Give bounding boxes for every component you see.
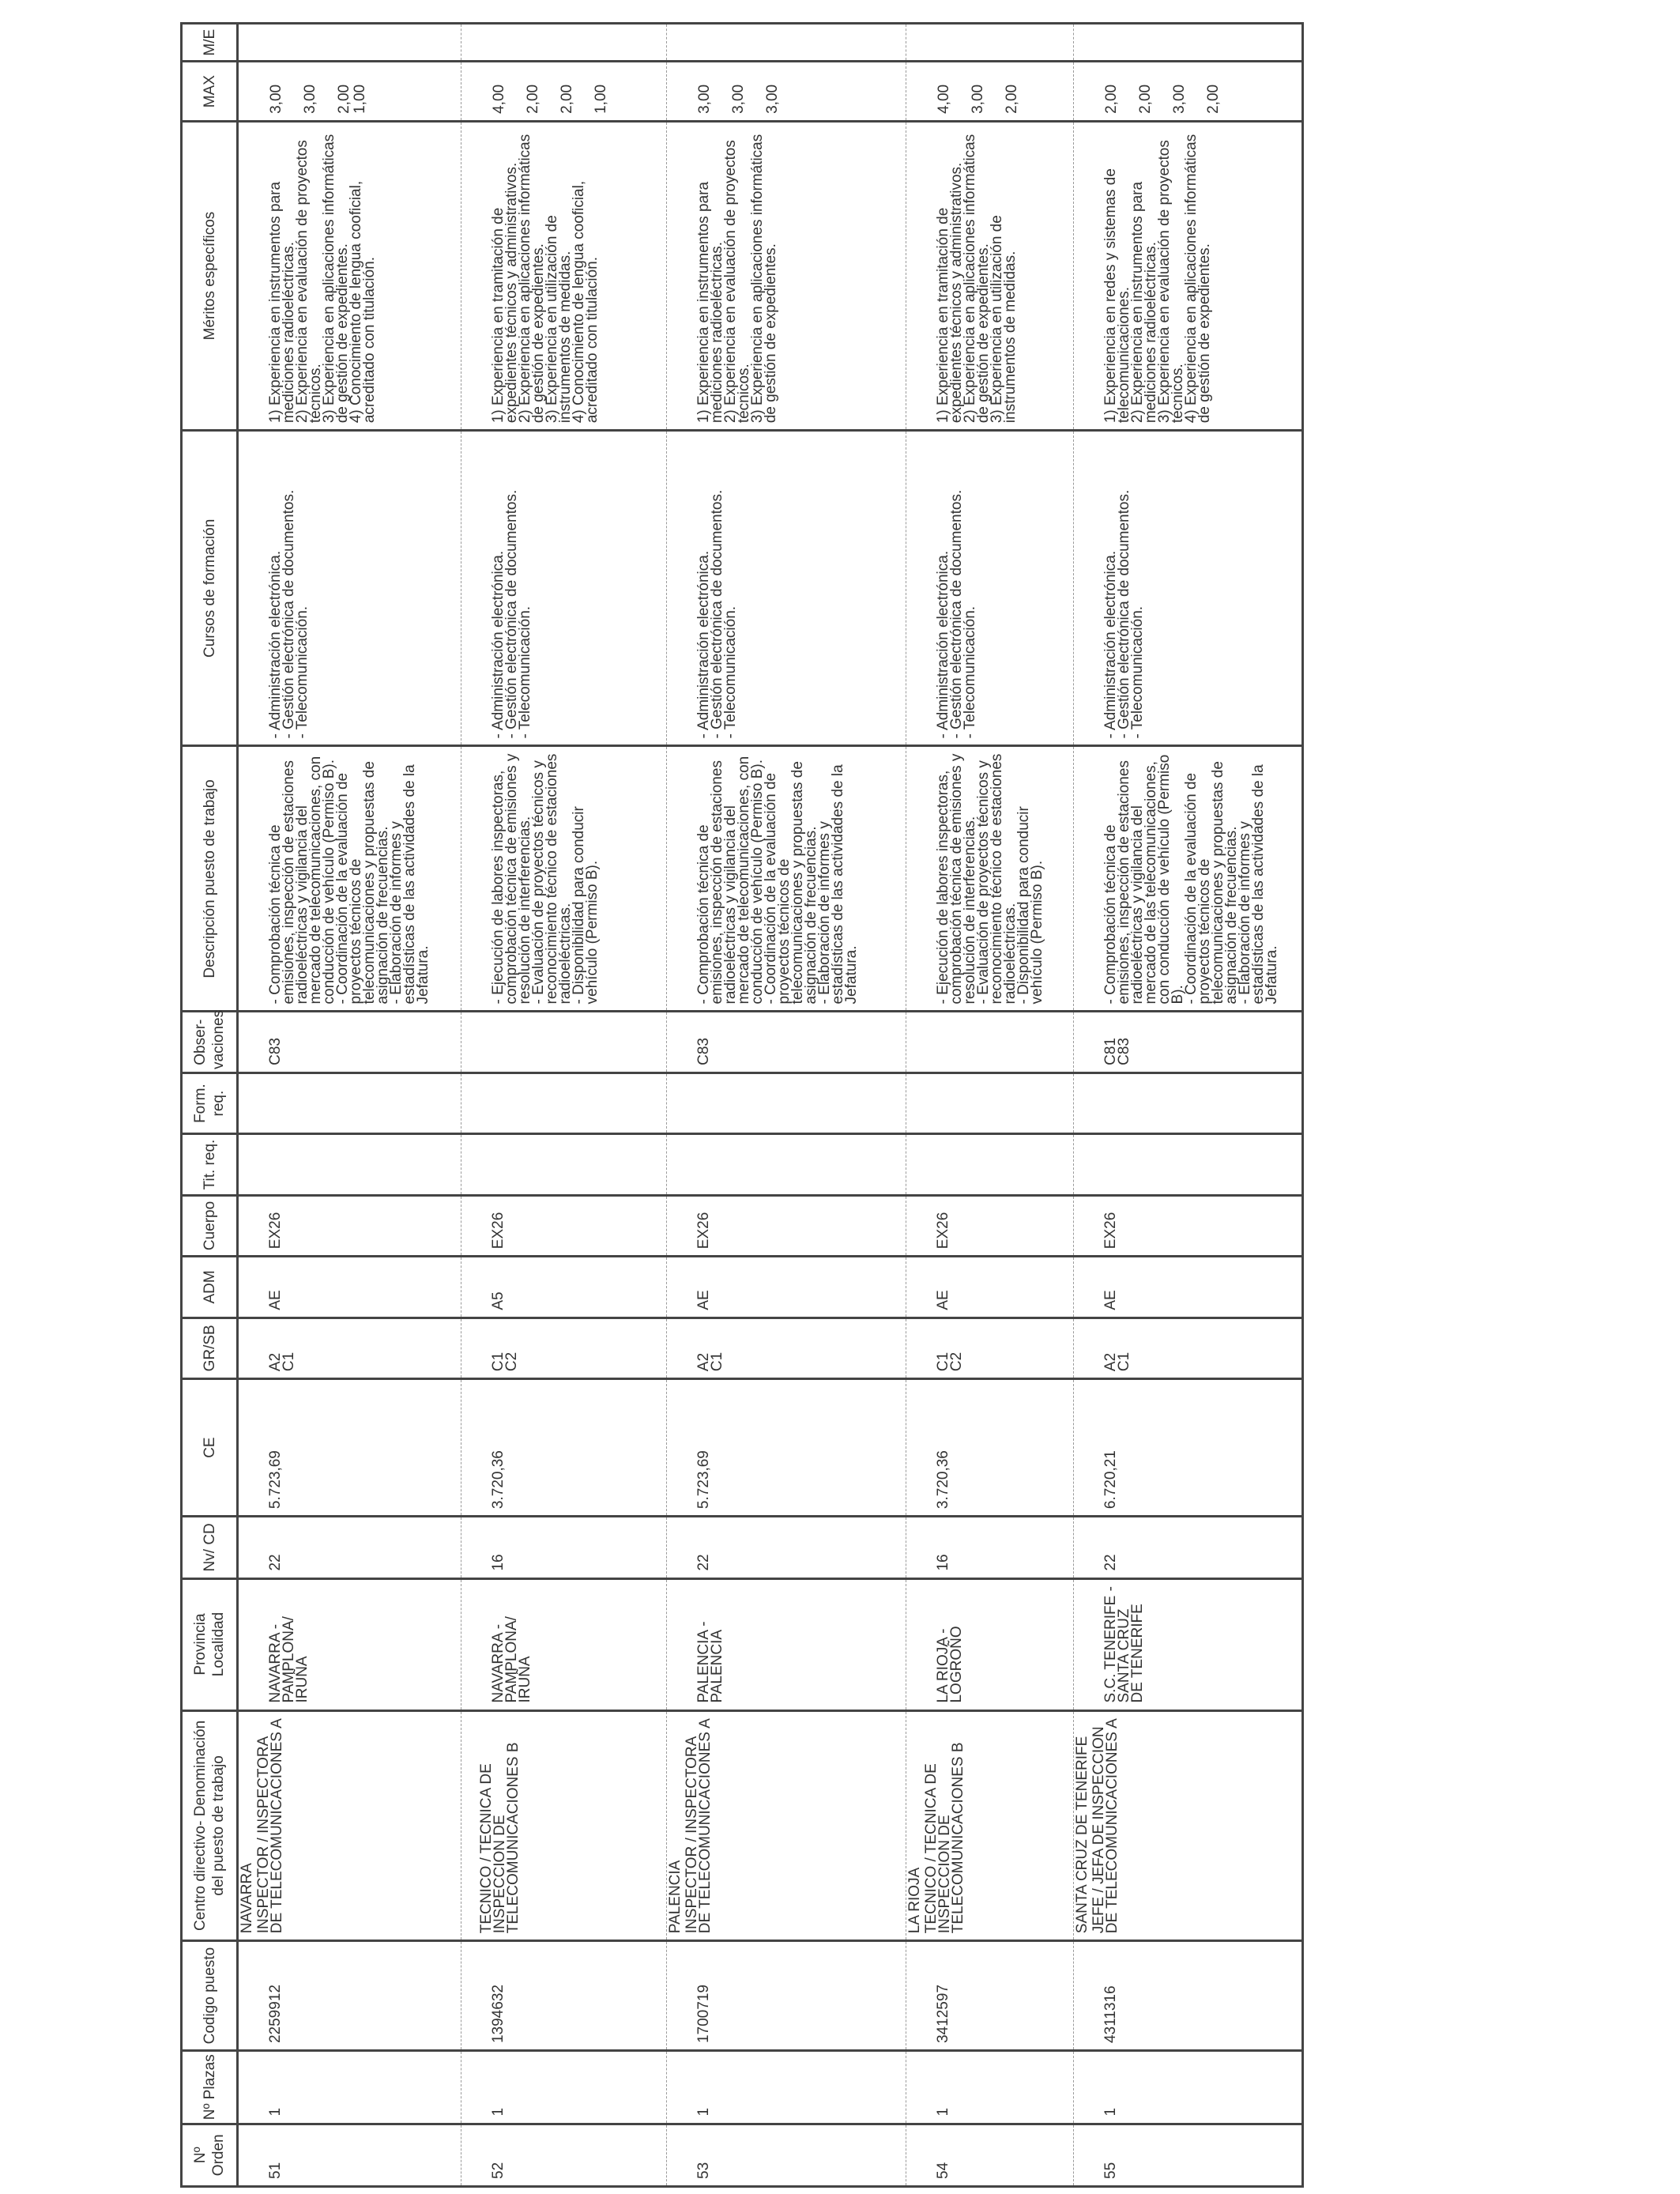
- max-gap: [1154, 69, 1172, 113]
- max-cell: [238, 62, 461, 121]
- max-value: 4,00: [491, 84, 507, 114]
- curso-item: - Administración electrónica.: [1102, 550, 1119, 739]
- tit-cell: [1074, 1134, 1303, 1195]
- orden-cell: [667, 2124, 906, 2186]
- max-gap: [575, 69, 593, 113]
- localidad-value: S.C. TENERIFE - SANTA CRUZ DE TENERIFE: [1102, 1586, 1146, 1703]
- adm-value: AE: [1102, 1290, 1119, 1310]
- denominacion-value: TECNICO / TECNICA DE INSPECCION DE TELECOMUNICACIONES B: [923, 1742, 966, 1934]
- cuerpo-cell: [906, 1195, 1074, 1256]
- plazas-cell: [1074, 2051, 1303, 2124]
- observacion-value: C83: [1116, 1038, 1132, 1065]
- denominacion-value: INSPECTOR / INSPECTORA DE TELECOMUNICACIONES A: [684, 1718, 714, 1934]
- meritos-cell: [667, 121, 906, 430]
- header-descripcion: Descripción puesto de trabajo: [182, 746, 238, 1012]
- header-max: MAX: [182, 62, 238, 121]
- header-centro: Centro directivo- Denominación del puesto de trabajo: [182, 1710, 238, 1941]
- codigo-value: 3412597: [935, 1985, 951, 2044]
- header-meritos: Méritos específicos: [182, 121, 238, 430]
- me-cell: [667, 24, 906, 62]
- nivel-value: 22: [695, 1554, 712, 1571]
- province-heading: PALENCIA: [667, 1860, 684, 1934]
- descripcion-item: - Evaluación de proyectos técnicos y reconocimiento técnico de estaciones radioeléctricas.: [530, 753, 574, 1005]
- observacion-value: C83: [267, 1038, 284, 1065]
- descripcion-item: - Elaboración de informes y estadísticas de las actividades de la Jefatura.: [1237, 764, 1280, 1005]
- table-row: [906, 24, 1074, 2187]
- cuerpo-value: EX26: [1102, 1212, 1119, 1250]
- form-cell: [1074, 1072, 1303, 1133]
- ce-value: 3.720,36: [490, 1450, 507, 1510]
- descripcion-cell: [667, 746, 906, 1012]
- header-adm: ADM: [182, 1257, 238, 1318]
- localidad-value: NAVARRA - PAMPLONA/ IRUÑA: [490, 1616, 533, 1703]
- cuerpo-value: EX26: [267, 1212, 284, 1250]
- table-row: [667, 24, 906, 2187]
- max-value: 1,00: [352, 84, 368, 114]
- max-value: 3,00: [302, 84, 318, 114]
- form-cell: [461, 1072, 667, 1133]
- descripcion-item: - Comprobación técnica de emisiones, inspección de estaciones radioeléctricas y vigilancia del mercado de telecomunicaciones, con conducción de vehículo (Permiso B).: [695, 756, 766, 1005]
- nivel-value: 22: [267, 1554, 284, 1571]
- plazas-cell: [667, 2051, 906, 2124]
- codigo-cell: [906, 1941, 1074, 2051]
- cuerpo-cell: [461, 1195, 667, 1256]
- form-cell: [667, 1072, 906, 1133]
- max-value: 2,00: [559, 84, 575, 114]
- localidad-cell: [667, 1578, 906, 1710]
- grupo-value: C1: [1116, 1351, 1132, 1372]
- max-value: 2,00: [336, 84, 352, 114]
- merito-item: 2) Experiencia en evaluación de proyectos técnicos.: [294, 140, 324, 424]
- descripcion-item: - Elaboración de informes y estadísticas de las actividades de la Jefatura.: [388, 764, 431, 1005]
- grupo-value: C1: [709, 1351, 725, 1372]
- orden-value: 53: [695, 2162, 712, 2179]
- merito-item: 4) Conocimiento de lengua cooficial, acreditado con titulación.: [348, 180, 378, 424]
- orden-cell: [1074, 2124, 1303, 2186]
- curso-item: - Gestión electrónica de documentos.: [1116, 489, 1132, 739]
- max-value: 2,00: [1103, 84, 1120, 114]
- table-row: [238, 24, 461, 2187]
- max-cell: [1074, 62, 1303, 121]
- max-gap: [713, 69, 731, 113]
- descripcion-item: - Coordinación de la evaluación de proyectos técnicos de telecomunicaciones y propuestas de asignación de frecuencias.: [334, 761, 391, 1005]
- adm-value: AE: [935, 1290, 951, 1310]
- merito-item: 1) Experiencia en instrumentos para mediciones radioeléctricas.: [695, 181, 725, 424]
- nivel-value: 16: [490, 1554, 507, 1571]
- max-value: 2,00: [1205, 84, 1222, 114]
- grupo-value: A2: [267, 1352, 284, 1372]
- grupo-value: C2: [948, 1351, 965, 1372]
- grupo-value: A2: [695, 1352, 712, 1372]
- nivel-value: 22: [1102, 1554, 1119, 1571]
- me-cell: [461, 24, 667, 62]
- adm-cell: [461, 1257, 667, 1318]
- merito-item: 3) Experiencia en aplicaciones informáticas de gestión de expedientes.: [321, 134, 351, 424]
- table-row: [1074, 24, 1303, 2187]
- merito-item: 1) Experiencia en tramitación de expedientes técnicos y administrativos.: [490, 162, 520, 424]
- observaciones-cell: [461, 1012, 667, 1072]
- observacion-value: C83: [695, 1038, 712, 1065]
- max-value: 2,00: [525, 84, 541, 114]
- orden-value: 52: [490, 2162, 507, 2179]
- max-value: 3,00: [268, 84, 284, 114]
- descripcion-item: - Coordinación de la evaluación de proyectos técnicos de telecomunicaciones y propuestas de asignación de frecuencias.: [763, 761, 819, 1005]
- form-cell: [906, 1072, 1074, 1133]
- plazas-cell: [461, 2051, 667, 2124]
- denominacion-value: INSPECTOR / INSPECTORA DE TELECOMUNICACIONES A: [255, 1718, 285, 1934]
- cuerpo-cell: [238, 1195, 461, 1256]
- curso-item: - Gestión electrónica de documentos.: [503, 489, 520, 739]
- centro-cell: [238, 1710, 461, 1941]
- vacancy-table: [180, 22, 1304, 2188]
- table-row: [461, 24, 667, 2187]
- curso-item: - Administración electrónica.: [935, 550, 951, 739]
- max-cell: [461, 62, 667, 121]
- localidad-value: PALENCIA - PALENCIA: [695, 1621, 725, 1703]
- max-gap: [1120, 69, 1138, 113]
- ce-value: 3.720,36: [935, 1450, 951, 1510]
- descripcion-cell: [1074, 746, 1303, 1012]
- cuerpo-cell: [1074, 1195, 1303, 1256]
- max-value: 3,00: [970, 84, 986, 114]
- merito-item: 2) Experiencia en aplicaciones informáticas de gestión de expedientes.: [517, 134, 547, 424]
- codigo-value: 2259912: [267, 1985, 284, 2044]
- plazas-value: 1: [1102, 2107, 1119, 2117]
- curso-item: - Telecomunicación.: [722, 605, 739, 739]
- codigo-value: 1394632: [490, 1985, 507, 2044]
- localidad-cell: [906, 1578, 1074, 1710]
- province-heading: LA RIOJA: [906, 1867, 923, 1934]
- grupo-cell: [461, 1318, 667, 1378]
- descripcion-item: - Disponibilidad para conducir vehículo (Permiso B).: [1015, 806, 1045, 1005]
- descripcion-item: - Coordinación de la evaluación de proyectos técnicos de telecomunicaciones y propuestas de asignación de frecuencias.: [1183, 761, 1240, 1005]
- nivel-cell: [461, 1517, 667, 1578]
- observaciones-cell: [906, 1012, 1074, 1072]
- curso-item: - Gestión electrónica de documentos.: [948, 489, 965, 739]
- me-cell: [238, 24, 461, 62]
- descripcion-item: - Ejecución de labores inspectoras, comprobación técnica de emisiones y resolución de interferencias.: [935, 753, 978, 1005]
- ce-cell: [461, 1379, 667, 1517]
- ce-value: 5.723,69: [695, 1450, 712, 1510]
- merito-item: 2) Experiencia en evaluación de proyectos técnicos.: [722, 140, 752, 424]
- plazas-cell: [238, 2051, 461, 2124]
- codigo-cell: [667, 1941, 906, 2051]
- ce-value: 6.720,21: [1102, 1450, 1119, 1510]
- localidad-cell: [1074, 1578, 1303, 1710]
- province-heading: SANTA CRUZ DE TENERIFE: [1074, 1736, 1090, 1934]
- denominacion-value: TECNICO / TECNICA DE INSPECCION DE TELECOMUNICACIONES B: [478, 1742, 522, 1934]
- meritos-cell: [906, 121, 1074, 430]
- codigo-cell: [461, 1941, 667, 2051]
- localidad-value: LA RIOJA - LOGROÑO: [935, 1626, 965, 1703]
- localidad-cell: [238, 1578, 461, 1710]
- codigo-cell: [238, 1941, 461, 2051]
- cuerpo-value: EX26: [490, 1212, 507, 1250]
- ce-cell: [906, 1379, 1074, 1517]
- curso-item: - Administración electrónica.: [695, 550, 712, 739]
- curso-item: - Gestión electrónica de documentos.: [709, 489, 725, 739]
- adm-value: AE: [267, 1290, 284, 1310]
- orden-cell: [461, 2124, 667, 2186]
- observaciones-cell: [1074, 1012, 1303, 1072]
- orden-value: 51: [267, 2162, 284, 2179]
- orden-cell: [238, 2124, 461, 2186]
- curso-item: - Telecomunicación.: [1129, 605, 1146, 739]
- merito-item: 4) Conocimiento de lengua cooficial, acreditado con titulación.: [571, 180, 601, 424]
- max-gap: [507, 69, 525, 113]
- adm-cell: [667, 1257, 906, 1318]
- plazas-value: 1: [267, 2107, 284, 2117]
- max-value: 4,00: [936, 84, 952, 114]
- nivel-cell: [238, 1517, 461, 1578]
- header-row: [182, 24, 238, 2187]
- curso-item: - Telecomunicación.: [517, 605, 533, 739]
- descripcion-item: - Disponibilidad para conducir vehículo (Permiso B).: [571, 806, 601, 1005]
- orden-value: 55: [1102, 2162, 1119, 2179]
- merito-item: 3) Experiencia en evaluación de proyectos técnicos.: [1156, 140, 1186, 424]
- header-cursos: Cursos de formación: [182, 431, 238, 746]
- province-heading-spacer: [463, 1718, 477, 1934]
- merito-item: 3) Experiencia en utilización de instrumentos de medidas.: [544, 215, 574, 424]
- merito-item: 3) Experiencia en utilización de instrumentos de medidas.: [989, 215, 1019, 424]
- descripcion-item: - Elaboración de informes y estadísticas de las actividades de la Jefatura.: [816, 764, 860, 1005]
- max-gap: [541, 69, 559, 113]
- form-cell: [238, 1072, 461, 1133]
- max-value: 3,00: [696, 84, 713, 114]
- centro-cell: [461, 1710, 667, 1941]
- curso-item: - Gestión electrónica de documentos.: [281, 489, 297, 739]
- header-provincia: Provincia Localidad: [182, 1578, 238, 1710]
- tit-cell: [906, 1134, 1074, 1195]
- max-value: 1,00: [593, 84, 609, 114]
- cursos-cell: [1074, 431, 1303, 746]
- max-value: 3,00: [1171, 84, 1188, 114]
- grupo-value: C1: [490, 1351, 507, 1372]
- curso-item: - Telecomunicación.: [962, 605, 978, 739]
- meritos-cell: [238, 121, 461, 430]
- cuerpo-cell: [667, 1195, 906, 1256]
- merito-item: 1) Experiencia en redes y sistemas de telecomunicaciones.: [1102, 168, 1132, 424]
- header-tit: Tit. req.: [182, 1134, 238, 1195]
- denominacion-value: JEFE / JEFA DE INSPECCION DE TELECOMUNICACIONES A: [1090, 1718, 1121, 1934]
- header-me: M/E: [182, 24, 238, 62]
- descripcion-item: - Comprobación técnica de emisiones, inspección de estaciones radioeléctricas y vigilancia del mercado de telecomunicaciones, con conducción de vehículo (Permiso B).: [267, 756, 337, 1005]
- nivel-value: 16: [935, 1554, 951, 1571]
- plazas-cell: [906, 2051, 1074, 2124]
- grupo-value: C1: [281, 1351, 297, 1372]
- max-gap: [284, 69, 303, 113]
- merito-item: 1) Experiencia en tramitación de expedientes técnicos y administrativos.: [935, 162, 965, 424]
- max-gap: [986, 69, 1004, 113]
- merito-item: 3) Experiencia en aplicaciones informáticas de gestión de expedientes.: [749, 134, 779, 424]
- descripcion-item: - Ejecución de labores inspectoras, comprobación técnica de emisiones y resolución de interferencias.: [490, 753, 533, 1005]
- curso-item: - Administración electrónica.: [490, 550, 507, 739]
- orden-cell: [906, 2124, 1074, 2186]
- observaciones-cell: [238, 1012, 461, 1072]
- plazas-value: 1: [935, 2107, 951, 2117]
- header-codigo: Codigo puesto: [182, 1941, 238, 2051]
- plazas-value: 1: [490, 2107, 507, 2117]
- localidad-value: NAVARRA - PAMPLONA/ IRUÑA: [267, 1616, 311, 1703]
- me-cell: [1074, 24, 1303, 62]
- adm-cell: [906, 1257, 1074, 1318]
- merito-item: 1) Experiencia en instrumentos para mediciones radioeléctricas.: [267, 181, 297, 424]
- max-gap: [952, 69, 970, 113]
- grupo-value: C2: [503, 1351, 520, 1372]
- adm-value: AE: [695, 1290, 712, 1310]
- me-cell: [906, 24, 1074, 62]
- adm-cell: [1074, 1257, 1303, 1318]
- nivel-cell: [667, 1517, 906, 1578]
- max-cell: [667, 62, 906, 121]
- ce-cell: [667, 1379, 906, 1517]
- table-body: [238, 24, 1303, 2187]
- max-gap: [747, 69, 765, 113]
- header-plazas: Nº Plazas: [182, 2051, 238, 2124]
- cursos-cell: [238, 431, 461, 746]
- grupo-value: A2: [1102, 1352, 1119, 1372]
- merito-item: 2) Experiencia en aplicaciones informáticas de gestión de expedientes.: [962, 134, 992, 424]
- header-ce: CE: [182, 1379, 238, 1517]
- header-orden: Nº Orden: [182, 2124, 238, 2186]
- merito-item: 2) Experiencia en instrumentos para mediciones radioeléctricas.: [1129, 181, 1159, 424]
- codigo-value: 1700719: [695, 1985, 712, 2044]
- cuerpo-value: EX26: [695, 1212, 712, 1250]
- curso-item: - Telecomunicación.: [294, 605, 311, 739]
- cursos-cell: [667, 431, 906, 746]
- adm-value: A5: [490, 1291, 507, 1310]
- descripcion-cell: [461, 746, 667, 1012]
- grupo-cell: [238, 1318, 461, 1378]
- ce-cell: [1074, 1379, 1303, 1517]
- max-value: 2,00: [1004, 84, 1020, 114]
- max-value: 2,00: [1137, 84, 1154, 114]
- descripcion-item: - Evaluación de proyectos técnicos y reconocimiento técnico de estaciones radioeléctricas.: [975, 753, 1019, 1005]
- header-grsb: GR/SB: [182, 1318, 238, 1378]
- descripcion-item: - Comprobación técnica de emisiones, inspección de estaciones radioeléctricas y vigilancia del mercado de las telecomunicaciones, con conducción de vehículo (Permiso B).: [1102, 754, 1186, 1005]
- adm-cell: [238, 1257, 461, 1318]
- centro-cell: [1074, 1710, 1303, 1941]
- grupo-cell: [906, 1318, 1074, 1378]
- codigo-cell: [1074, 1941, 1303, 2051]
- tit-cell: [461, 1134, 667, 1195]
- codigo-value: 4311316: [1102, 1985, 1119, 2044]
- nivel-cell: [1074, 1517, 1303, 1578]
- cursos-cell: [906, 431, 1074, 746]
- orden-value: 54: [935, 2162, 951, 2179]
- header-nivel: Nv/ CD: [182, 1517, 238, 1578]
- max-value: 3,00: [764, 84, 781, 114]
- cursos-cell: [461, 431, 667, 746]
- observacion-value: C81: [1102, 1038, 1119, 1065]
- max-cell: [906, 62, 1074, 121]
- tit-cell: [667, 1134, 906, 1195]
- grupo-cell: [1074, 1318, 1303, 1378]
- header-cuerpo: Cuerpo: [182, 1195, 238, 1256]
- grupo-cell: [667, 1318, 906, 1378]
- province-heading: NAVARRA: [239, 1863, 255, 1934]
- merito-item: 4) Experiencia en aplicaciones informáticas de gestión de expedientes.: [1183, 134, 1213, 424]
- meritos-cell: [1074, 121, 1303, 430]
- curso-item: - Administración electrónica.: [267, 550, 284, 739]
- descripcion-cell: [238, 746, 461, 1012]
- max-gap: [318, 69, 337, 113]
- centro-cell: [667, 1710, 906, 1941]
- max-gap: [1188, 69, 1206, 113]
- tit-cell: [238, 1134, 461, 1195]
- header-obs: Obser- vaciones: [182, 1012, 238, 1072]
- descripcion-cell: [906, 746, 1074, 1012]
- localidad-cell: [461, 1578, 667, 1710]
- ce-cell: [238, 1379, 461, 1517]
- plazas-value: 1: [695, 2107, 712, 2117]
- cuerpo-value: EX26: [935, 1212, 951, 1250]
- centro-cell: [906, 1710, 1074, 1941]
- meritos-cell: [461, 121, 667, 430]
- grupo-value: C1: [935, 1351, 951, 1372]
- max-value: 3,00: [730, 84, 747, 114]
- nivel-cell: [906, 1517, 1074, 1578]
- header-form: Form. req.: [182, 1072, 238, 1133]
- observaciones-cell: [667, 1012, 906, 1072]
- ce-value: 5.723,69: [267, 1450, 284, 1510]
